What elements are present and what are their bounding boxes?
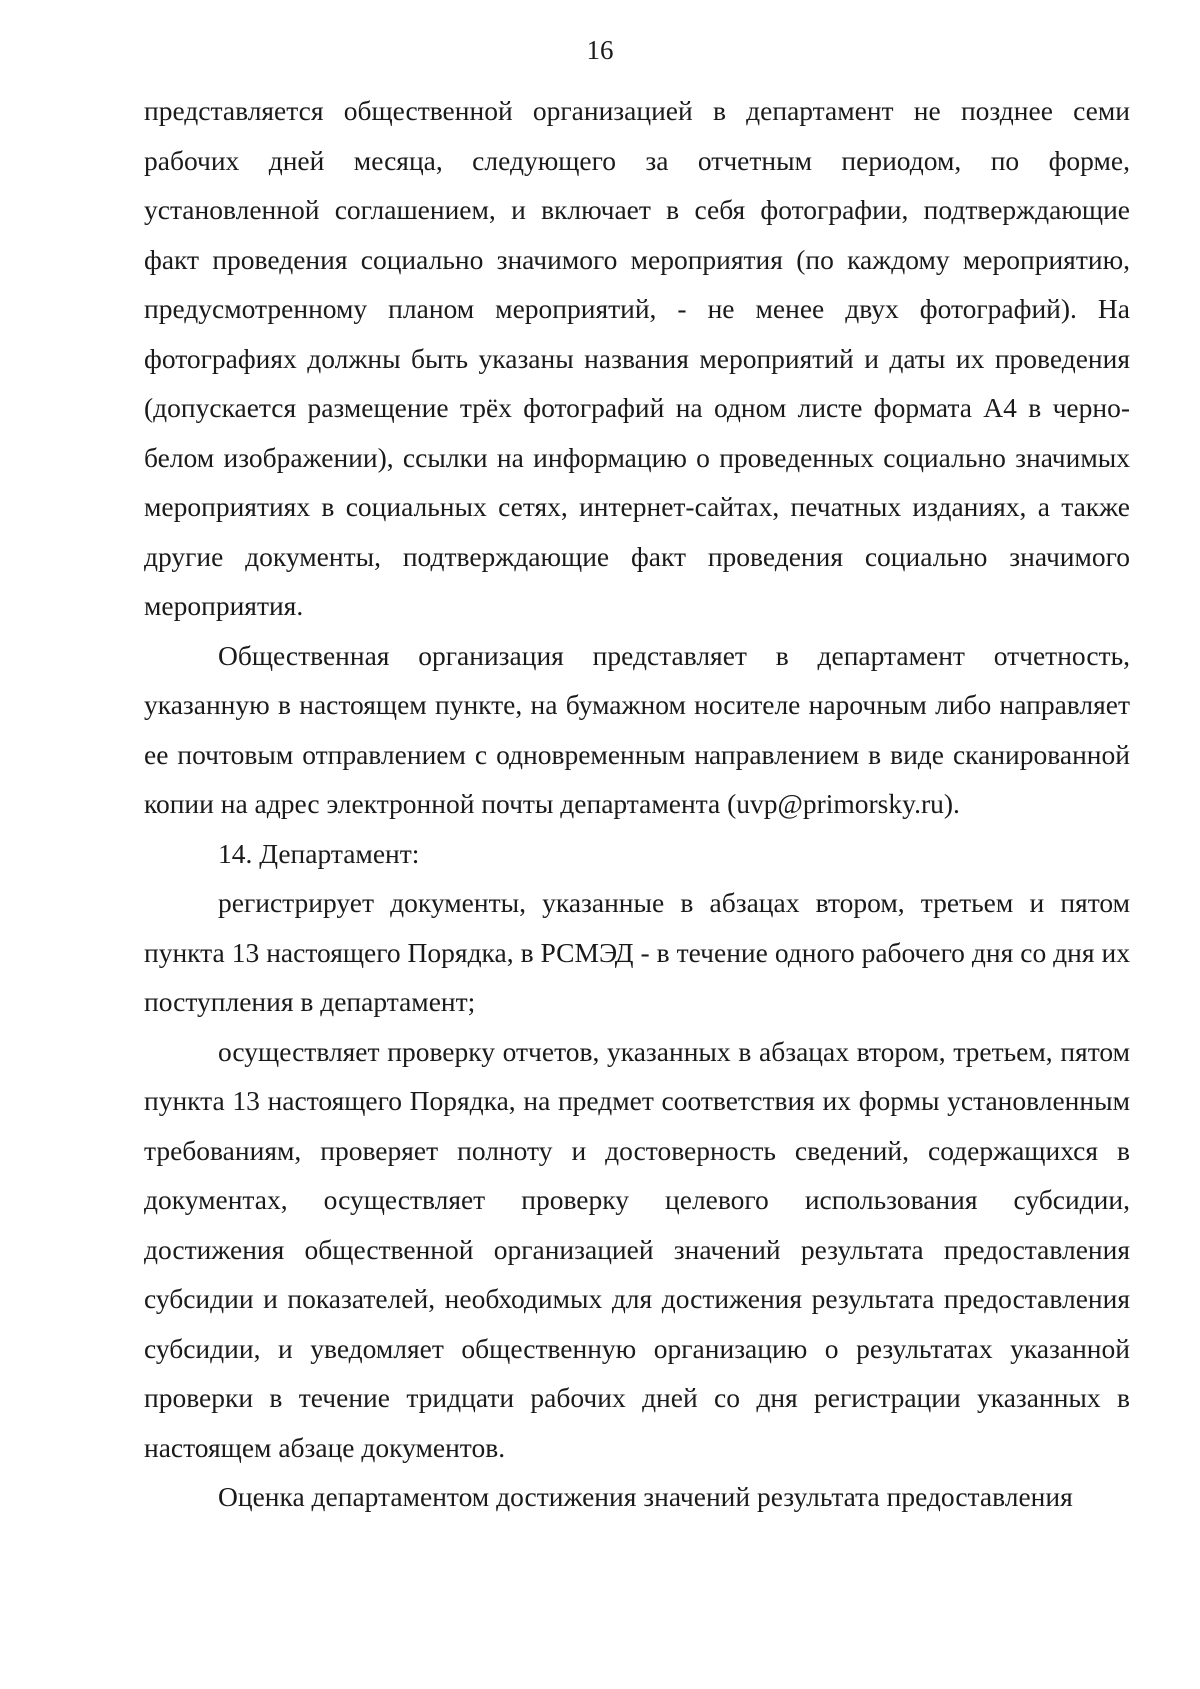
paragraph-item-14-heading: 14. Департамент: (218, 837, 420, 869)
document-body (144, 86, 1130, 1522)
paragraph-report-submission: Общественная организация представляет в департамент отчетность, указанную в настоящем пункте, на бумажном носителе нарочным либо направляет ее почтовым отправлением с одновременным направлением в виде сканированной копии на адрес электронной почты департамента (uvp@primorsky.ru). (144, 639, 1130, 819)
paragraph-report-contents: представляется общественной организацией в департамент не позднее семи рабочих дней месяца, следующего за отчетным периодом, по форме, установленной соглашением, и включает в себя фотографии, подтверждающие факт проведения социально значимого мероприятия (по каждому мероприятию, предусмотренному планом мероприятий, - не менее двух фотографий). На фотографиях должны быть указаны названия мероприятий и даты их проведения (допускается размещение трёх фотографий на одном листе формата А4 в черно-белом изображении), ссылки на информацию о проведенных социально значимых мероприятиях в социальных сетях, интернет-сайтах, печатных изданиях, а также другие документы, подтверждающие факт проведения социально значимого мероприятия. (144, 95, 1130, 621)
page-number: 16 (586, 35, 614, 65)
paragraph-verifies-reports: осуществляет проверку отчетов, указанных в абзацах втором, третьем, пятом пункта 13 настоящего Порядка, на предмет соответствия их формы установленным требованиям, проверяет полноту и достоверность сведений, содержащихся в документах, осуществляет проверку целевого использования субсидии, достижения общественной организацией значений результата предоставления субсидии и показателей, необходимых для достижения результата предоставления субсидии, и уведомляет общественную организацию о результатах указанной проверки в течение тридцати рабочих дней со дня регистрации указанных в настоящем абзаце документов. (144, 1035, 1130, 1463)
paragraph-assessment: Оценка департаментом достижения значений результата предоставления (218, 1481, 1073, 1512)
paragraph-registers-documents: регистрирует документы, указанные в абзацах втором, третьем и пятом пункта 13 настоящего Порядка, в РСМЭД - в течение одного рабочего дня со дня их поступления в департамент; (144, 887, 1130, 1017)
